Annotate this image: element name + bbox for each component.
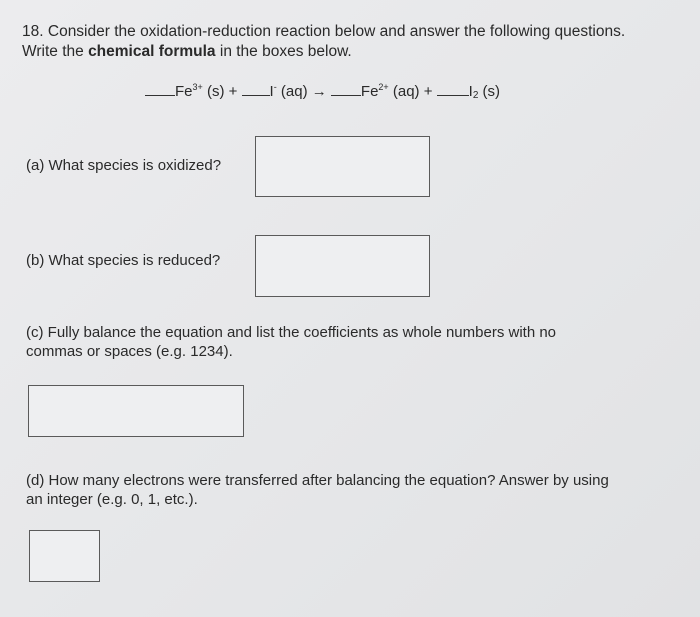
part-d-label bbox=[26, 471, 686, 509]
part-d-label-line1: (d) How many electrons were transferred after balancing the equation? Answer by using bbox=[26, 472, 609, 489]
part-c-answer-box[interactable] bbox=[28, 385, 244, 437]
question-instruction-suffix: in the boxes below. bbox=[219, 43, 352, 60]
question-intro: Consider the oxidation-reduction reaction below and answer the following questions. bbox=[47, 23, 626, 40]
reaction-equation bbox=[145, 82, 500, 101]
part-b-answer-box[interactable] bbox=[255, 235, 430, 297]
question-instruction-bold: chemical formula bbox=[88, 43, 216, 60]
part-a-label: (a) What species is oxidized? bbox=[26, 157, 222, 174]
species-iodine: $I_2$ bbox=[468, 83, 479, 101]
species-iodide: I- bbox=[269, 82, 277, 100]
part-b-label: (b) What species is reduced? bbox=[26, 252, 221, 269]
question-header bbox=[22, 22, 682, 62]
question-instruction-prefix: Write the bbox=[22, 43, 84, 60]
part-c-label bbox=[26, 323, 676, 361]
species-fe3: $Fe^{3+}$ bbox=[175, 82, 203, 100]
state-iodide: (aq) → bbox=[280, 83, 327, 100]
part-a-answer-box[interactable] bbox=[255, 136, 430, 197]
state-iodine: (s) bbox=[482, 83, 501, 100]
coefficient-blank-fe3 bbox=[145, 83, 175, 96]
coefficient-blank-fe2 bbox=[331, 83, 361, 96]
species-fe2: $Fe^{2+}$ bbox=[360, 82, 389, 100]
part-d-answer-box[interactable] bbox=[29, 530, 100, 582]
question-number: 18. bbox=[22, 23, 44, 40]
coefficient-blank-iodide bbox=[242, 83, 270, 96]
part-c-label-line1: (c) Fully balance the equation and list the coefficients as whole numbers with no bbox=[26, 324, 557, 341]
part-c-label-line2: commas or spaces (e.g. 1234). bbox=[26, 343, 233, 360]
coefficient-blank-iodine bbox=[437, 83, 469, 96]
state-fe3: (s) + bbox=[206, 83, 238, 100]
state-fe2: (aq) + bbox=[392, 83, 433, 100]
part-d-label-line2: an integer (e.g. 0, 1, etc.). bbox=[26, 491, 198, 508]
